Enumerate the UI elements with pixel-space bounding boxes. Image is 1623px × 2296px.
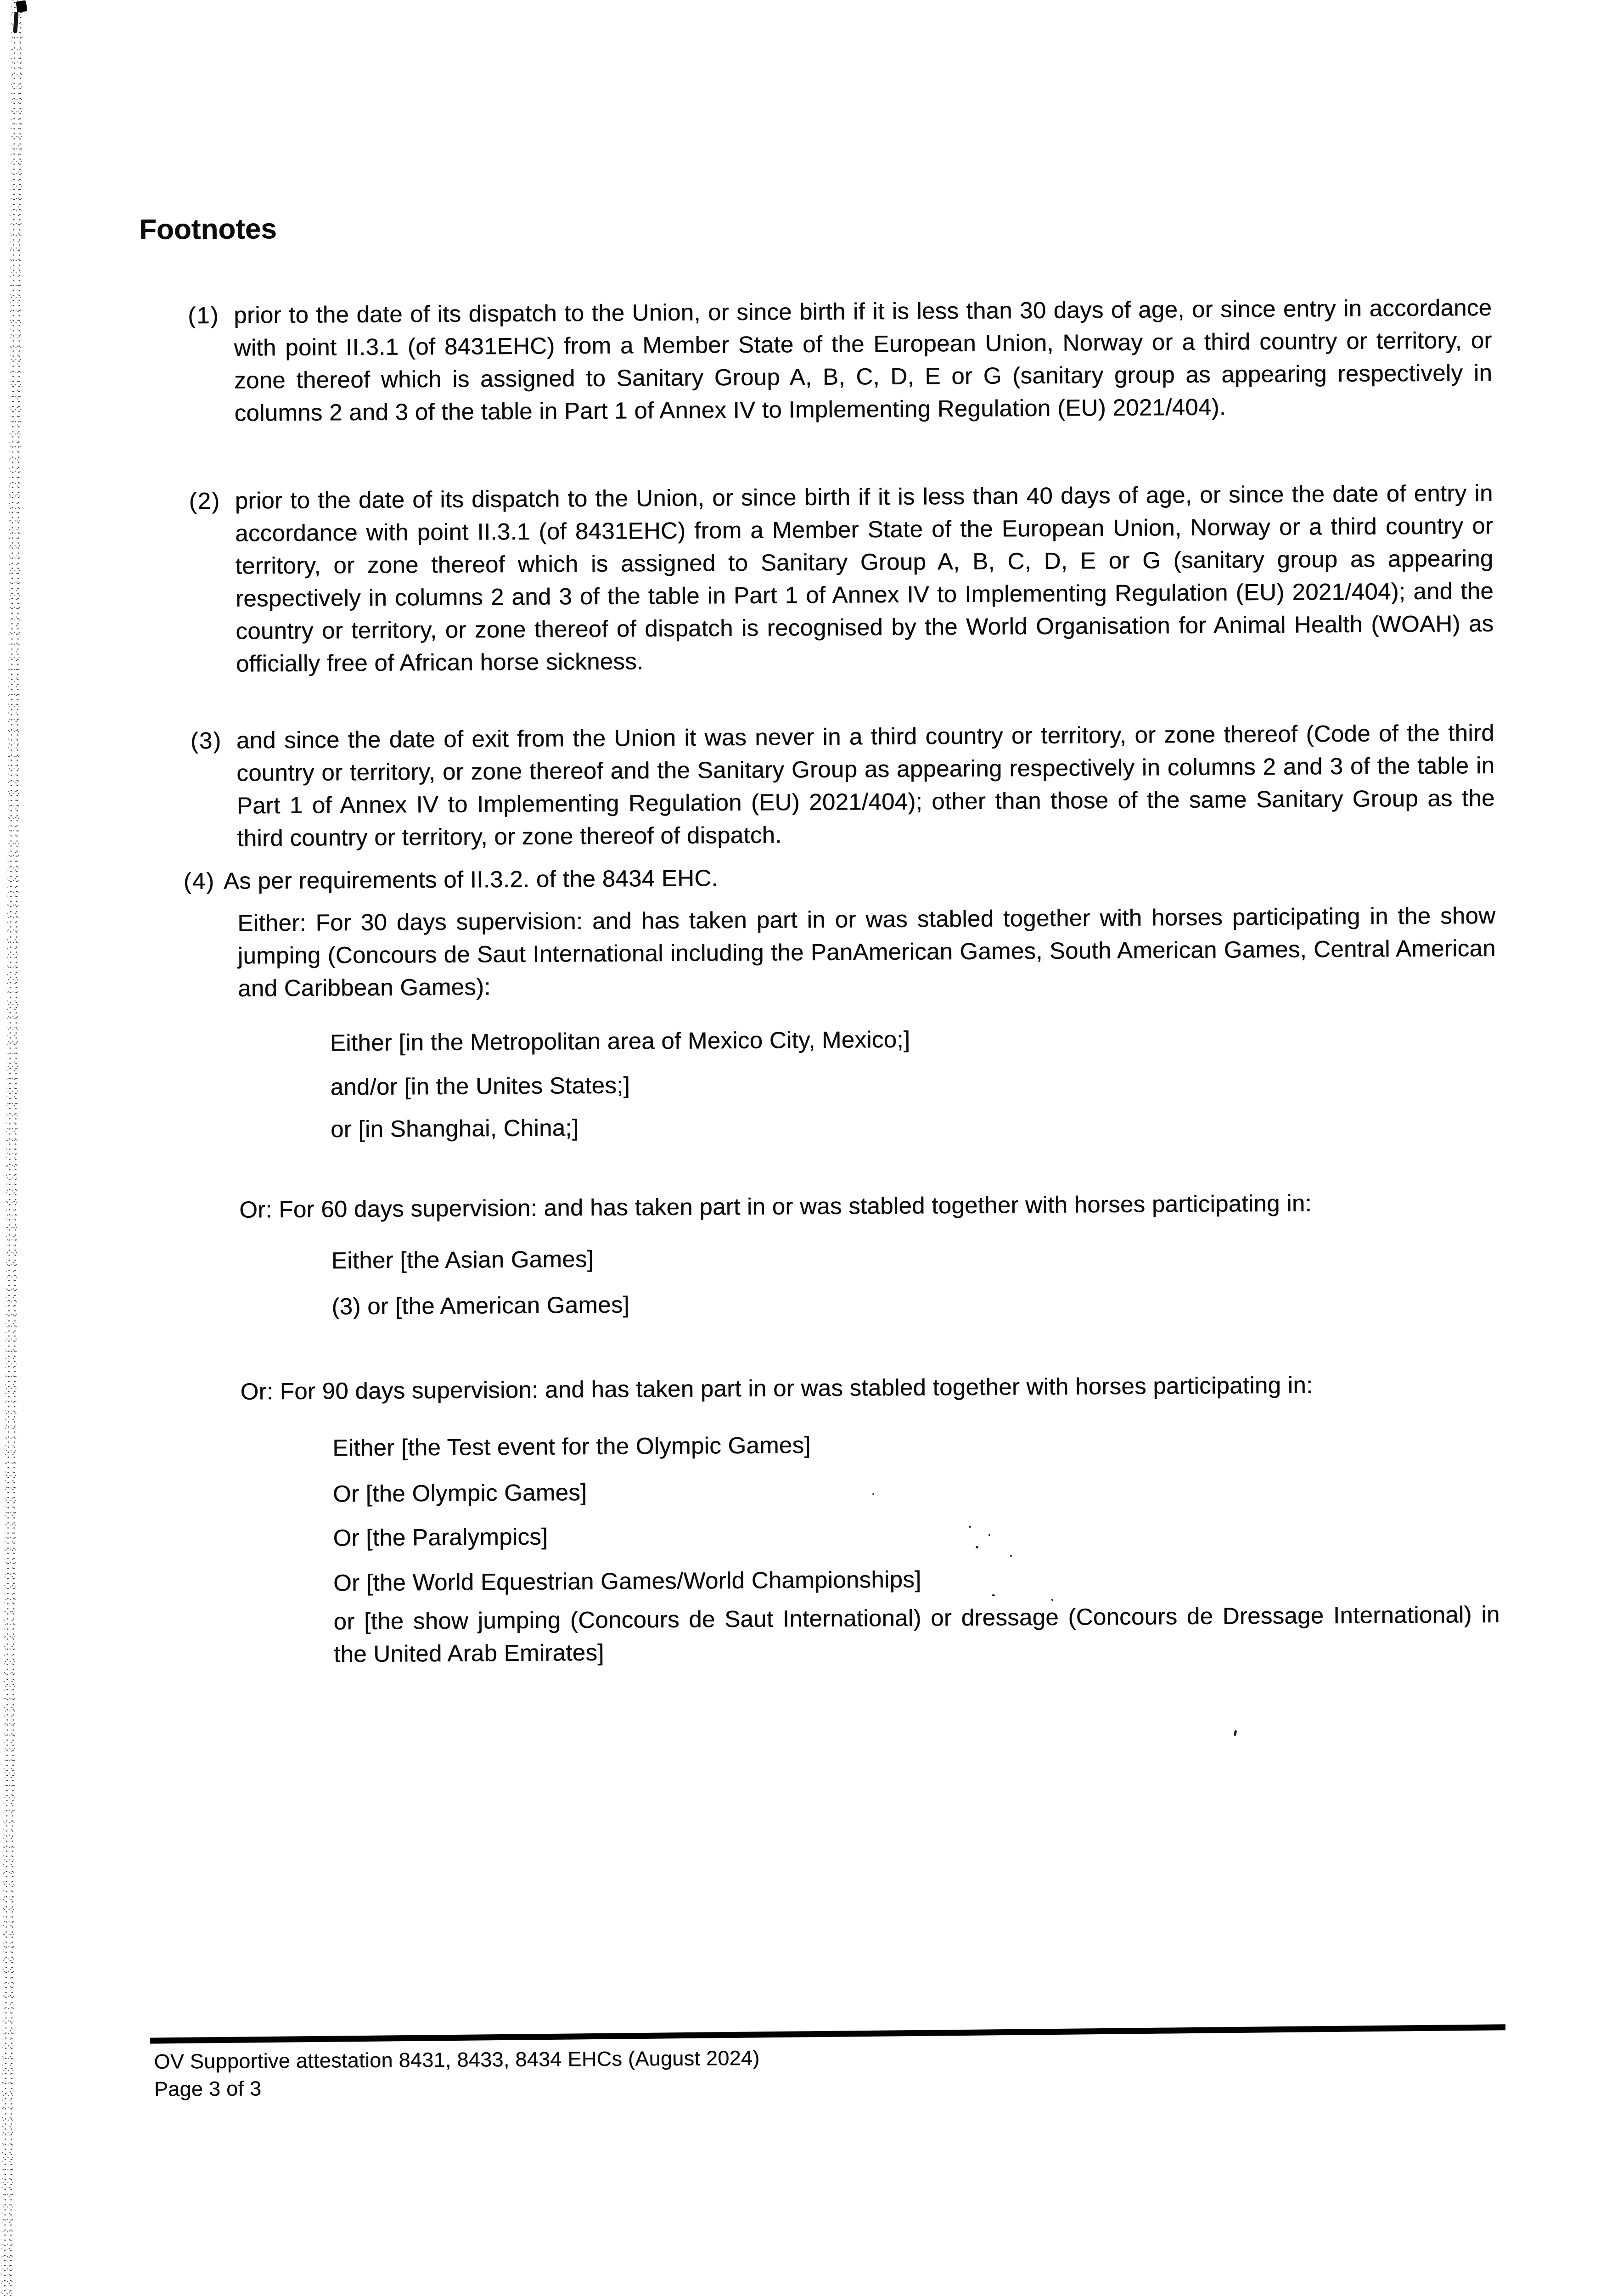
supervision-60-intro: Or: For 60 days supervision: and has taken part in or was stabled together with horses participating in: — [239, 1190, 1312, 1223]
scan-noise-left-edge — [1, 0, 25, 2296]
footnote-1-text: prior to the date of its dispatch to the Union, or since birth if it is less than 30 days of age, or since entry in accordance with point II.3.1 (of 8431EHC) from a Member State of the European Union, Norway or a third country or territory, or zone thereof which is assigned to Sanitary Group A, B, C, D, E or G (sanitary group as appearing respectively in columns 2 and 3 of the table in Part 1 of Annex IV to Implementing Regulation (EU) 2021/404). — [234, 294, 1493, 426]
supervision-90-intro: Or: For 90 days supervision: and has taken part in or was stabled together with horses participating in: — [240, 1372, 1313, 1405]
supervision-60-item-asian-games: Either [the Asian Games] — [331, 1245, 594, 1274]
footnote-4 — [143, 857, 1495, 898]
supervision-90-item-uae-events: or [the show jumping (Concours de Saut International) or dressage (Concours de Dressage International) in the United Arab Emirates] — [333, 1601, 1500, 1667]
supervision-30-intro: Either: For 30 days supervision: and has taken part in or was stabled together with horses participating in the show jumping (Concours de Saut International including the PanAmerican Games, South American Games, Central American and Caribbean Games): — [237, 902, 1496, 1002]
footnote-1 — [140, 291, 1493, 430]
supervision-30-item-usa: and/or [in the Unites States;] — [330, 1072, 630, 1100]
supervision-90-item-world-equestrian-games: Or [the World Equestrian Games/World Championships] — [333, 1566, 921, 1596]
footnote-4-text: As per requirements of II.3.2. of the 8434 EHC. — [223, 865, 719, 894]
supervision-60-item-american-games: (3) or [the American Games] — [331, 1291, 630, 1320]
footnote-2-marker: (2) — [189, 487, 221, 514]
footnotes-heading: Footnotes — [139, 213, 277, 246]
scan-artifact-top-left — [16, 0, 27, 13]
supervision-90-item-paralympics: Or [the Paralympics] — [333, 1523, 548, 1551]
supervision-90-item-olympic-test-event: Either [the Test event for the Olympic Games] — [332, 1432, 811, 1461]
footer-rule — [150, 2024, 1505, 2043]
supervision-30-item-mexico: Either [in the Metropolitan area of Mexico City, Mexico;] — [330, 1026, 910, 1056]
document-content — [138, 0, 1504, 2296]
footnote-3-text: and since the date of exit from the Union it was never in a third country or territory, or zone thereof (Code of the third country or territory, or zone thereof and the Sanitary Group as appearing respectively in columns 2 and 3 of the table in Part 1 of Annex IV to Implementing Regulation (EU) 2021/404); other than those of the same Sanitary Group as the third country or territory, or zone thereof of dispatch. — [236, 719, 1495, 851]
footer-doc-ref: OV Supportive attestation 8431, 8433, 8434 EHCs (August 2024) — [154, 2046, 760, 2073]
footer-page-number: Page 3 of 3 — [154, 2077, 262, 2101]
footnote-2 — [140, 477, 1494, 681]
footnote-1-marker: (1) — [188, 302, 219, 329]
footnote-2-text: prior to the date of its dispatch to the Union, or since birth if it is less than 40 days of age, or since the date of entry in accordance with point II.3.1 (of 8431EHC) from a Member State of the European Union, Norway or a third country or territory, or zone thereof which is assigned to Sanitary Group A, B, C, D, E or G (sanitary group as appearing respectively in columns 2 and 3 of the table in Part 1 of Annex IV to Implementing Regulation (EU) 2021/404); and the country or territory, or zone thereof of dispatch is recognised by the World Organisation for Animal Health (WOAH) as officially free of African horse sickness. — [235, 479, 1494, 677]
footnote-3-marker: (3) — [190, 727, 222, 754]
supervision-90-item-olympic-games: Or [the Olympic Games] — [332, 1479, 587, 1507]
footnote-4-marker: (4) — [183, 868, 215, 895]
supervision-30-item-shanghai: or [in Shanghai, China;] — [330, 1114, 579, 1142]
footnote-3 — [142, 716, 1495, 855]
